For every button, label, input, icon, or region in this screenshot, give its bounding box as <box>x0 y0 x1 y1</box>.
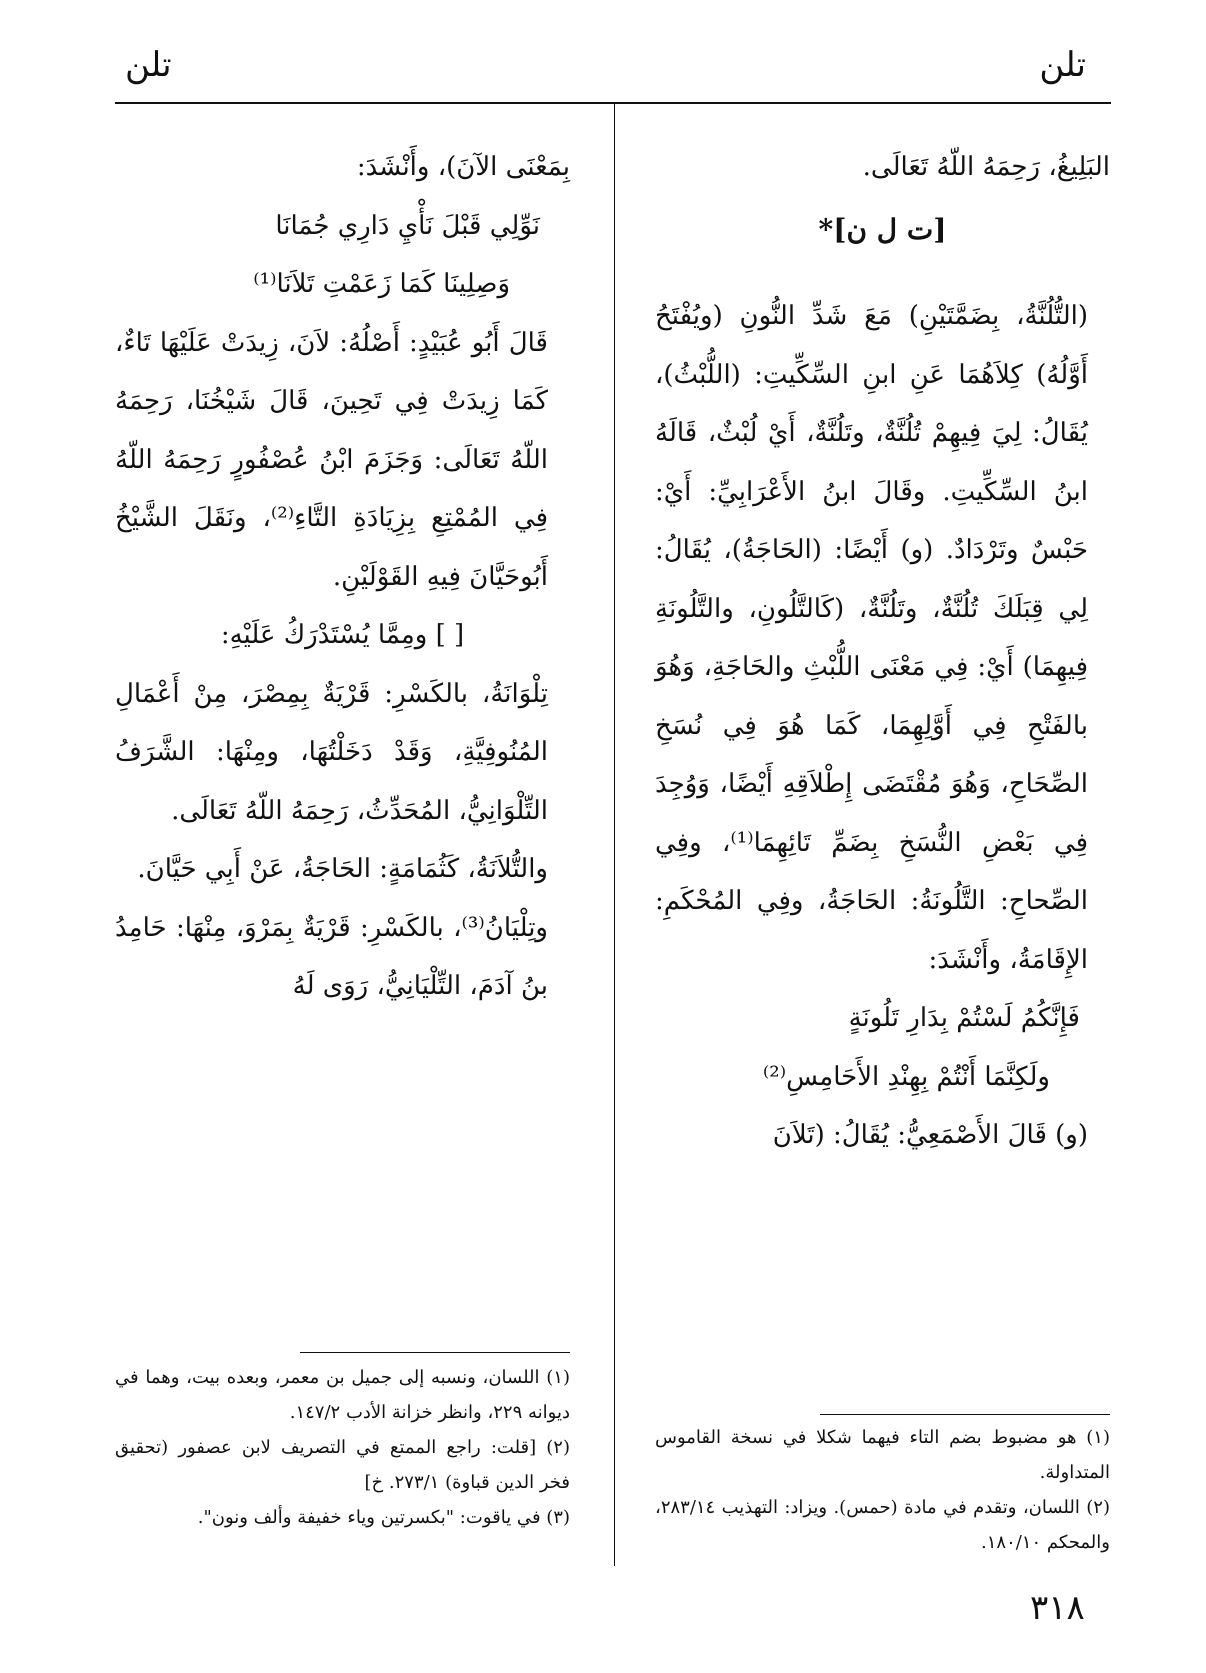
column-divider <box>614 104 615 1566</box>
verse-line-1: نَوِّلِي قَبْلَ نَأْيِ دَارِي جُمَانَا <box>275 210 540 241</box>
running-header-left: تلن <box>125 45 172 85</box>
page-number: ٣١٨ <box>1030 1588 1085 1628</box>
continuation-line: (و) قَالَ الأَصْمَعِيُّ: يُقَالُ: (تَلاَنَ <box>772 1120 1088 1150</box>
opening-line: البَلِيغُ، رَحِمَهُ اللّهُ تَعَالَى. <box>862 152 1110 182</box>
mustadrak-heading: [ ] ومِمَّا يُسْتَدْرَكُ عَلَيْهِ: <box>220 620 465 650</box>
intro-line: بِمَعْنَى الآنَ)، وأَنْشَدَ: <box>356 152 570 182</box>
verse-line-1: فَإِنَّكُمُ لَسْتُمْ بِدَارِ تَلُونَةٍ <box>848 1003 1080 1033</box>
footnotes-right <box>655 1420 1110 1560</box>
left-column <box>115 138 570 1016</box>
entry-body: (التُّلُنَّةُ، بِضَمَّتَيْنِ) مَعَ شَدِّ النُّونِ (ويُفْتَحُ أَوَّلُهُ) كِلاَهُمَا عَنِ ابنِ السِّكِّيتِ: (اللُّبْثُ)، يُقَالُ: لِيَ فِيهِمْ تُلُنَّةٌ، وتَلُنَّةٌ، أَيْ لُبْثٌ، قَالَهُ ابنُ السِّكِّيتِ. وقَالَ ابنُ الأَعْرَابِيِّ: أَيْ: حَبْسٌ وتَرْدَادٌ. (و) أَيْضًا: (الحَاجَةُ)، يُقَالُ: لِي قِبَلَكَ تُلُنَّةٌ، وتَلُنَّةٌ، (كَالتَّلُونِ، والتَّلُونَةِ فِيهِمَا) أَيْ: فِي مَعْنَى اللُّبْثِ والحَاجَةِ، وَهُوَ بالفَتْحِ فِي أَوَّلِهِمَا، كَمَا هُوَ فِي نُسَخِ الصِّحَاحِ، وَهُوَ مُقْتَضَى إِطْلاَقِهِ أَيْضًا، وَوُجِدَ فِي بَعْضِ النُّسَخِ بِضَمِّ تَائِهِمَا⁽¹⁾، وفِي الصِّحاحِ: التَّلُونَةُ: الحَاجَةُ، وفِي المُحْكَمِ: الإِقَامَةُ، وأَنْشَدَ: <box>655 301 1088 975</box>
footnote-rule-right <box>820 1414 1110 1415</box>
running-header-right: تلن <box>1039 45 1086 85</box>
footnote-item: (١) اللسان، ونسبه إلى جميل بن معمر، وبعده بيت، وهما في ديوانه ٢٢٩، وانظر خزانة الأدب ١٤٧/٢. <box>115 1367 570 1423</box>
paragraph-tilyan: وتِلْيَانُ⁽³⁾، بالكَسْرِ: قَرْيَةٌ بِمَرْوَ، مِنْهَا: حَامِدُ بنُ آدَمَ، التِّلْيَانِيُّ، رَوَى لَهُ <box>115 912 548 1001</box>
footnote-item: (١) هو مضبوط بضم التاء فيهما شكلا في نسخة القاموس المتداولة. <box>655 1427 1110 1483</box>
footnote-item: (٣) في ياقوت: "بكسرتين وياء خفيفة وألف ونون". <box>197 1507 570 1528</box>
footnote-item: (٢) [قلت: راجع الممتع في التصريف لابن عصفور (تحقيق فخر الدين قباوة) ٢٧٣/١. خ] <box>115 1437 570 1493</box>
verse-line-2: وَصِلِينَا كَمَا زَعَمْتِ تَلاَنَا⁽¹⁾ <box>253 269 510 299</box>
footnotes-left <box>115 1360 570 1535</box>
paragraph-abu-ubayd: قَالَ أَبُو عُبَيْدٍ: أَصْلُهُ: لاَنَ، زِيدَتْ عَلَيْهَا تَاءٌ، كَمَا زِيدَتْ فِي تَحِينَ، قَالَ شَيْخُنَا، رَحِمَهُ اللّهُ تَعَالَى: وَجَزَمَ ابْنُ عُصْفُورٍ رَحِمَهُ اللّهُ فِي المُمْتِعِ بِزِيَادَةِ التَّاءِ⁽²⁾، ونَقَلَ الشَّيْخُ أَبُوحَيَّانَ فِيهِ القَوْلَيْنِ. <box>115 327 549 592</box>
right-column <box>655 138 1110 1165</box>
paragraph-tulana: والتُّلاَنَةُ، كَثُمَامَةٍ: الحَاجَةُ، عَنْ أَبِي حَيَّانَ. <box>137 854 548 884</box>
entry-heading: [ت ل ن]* <box>818 212 947 246</box>
footnote-item: (٢) اللسان، وتقدم في مادة (حمس). ويزاد: التهذيب ٢٨٣/١٤، والمحكم ١٨٠/١٠. <box>655 1497 1110 1553</box>
verse-line-2: ولَكِنَّمَا أَنْتُمْ بِهِنْدِ الأَحَامِسِ⁽²⁾ <box>762 1061 1050 1092</box>
paragraph-tilwana: تِلْوَانَةُ، بالكَسْرِ: قَرْيَةٌ بِمِصْرَ، مِنْ أَعْمَالِ المُنُوفِيَّةِ، وَقَدْ دَخَلْتُهَا، ومِنْهَا: الشَّرَفُ التِّلْوَانِيُّ، المُحَدِّثُ، رَحِمَهُ اللّهُ تَعَالَى. <box>115 678 548 826</box>
header-rule <box>115 102 1111 104</box>
footnote-rule-left <box>300 1352 570 1353</box>
